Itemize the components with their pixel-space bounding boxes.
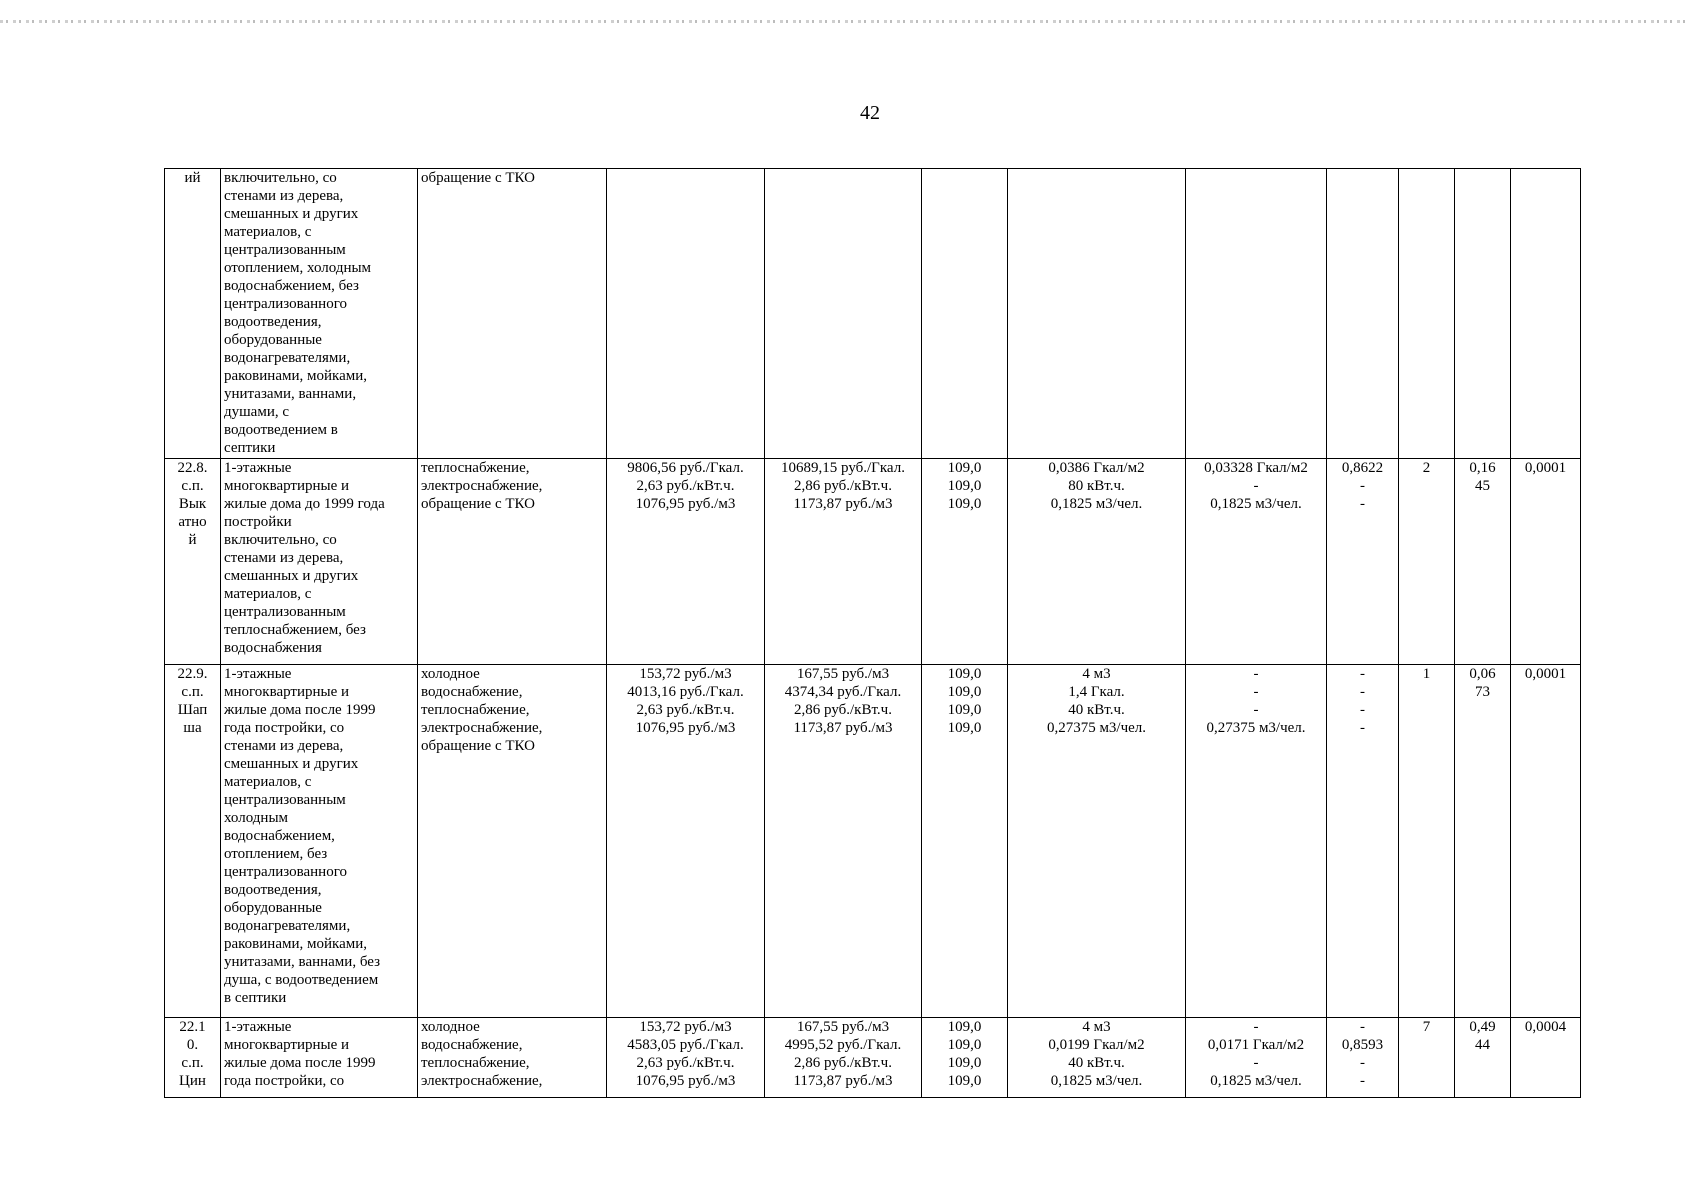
- cell-norm-adjusted: - - - 0,27375 м3/чел.: [1186, 665, 1327, 1018]
- cell-index: [922, 169, 1008, 459]
- cell-coefficient: 0,8622 - -: [1327, 459, 1399, 665]
- cell-norm-consumption: [1008, 169, 1186, 459]
- table-row: [165, 665, 1581, 1018]
- cell-description: 1-этажные многоквартирные и жилые дома после 1999 года постройки, со: [221, 1018, 418, 1098]
- cell-index: 109,0 109,0 109,0 109,0: [922, 1018, 1008, 1098]
- cell-tariff-new: 10689,15 руб./Гкал. 2,86 руб./кВт.ч. 1173,87 руб./м3: [765, 459, 922, 665]
- cell-description: 1-этажные многоквартирные и жилые дома до 1999 года постройки включительно, со стенами из дерева, смешанных и других материалов, с централизованным теплоснабжением, без водоснабжения: [221, 459, 418, 665]
- cell-index: 109,0 109,0 109,0: [922, 459, 1008, 665]
- cell-tariff-new: 167,55 руб./м3 4374,34 руб./Гкал. 2,86 руб./кВт.ч. 1173,87 руб./м3: [765, 665, 922, 1018]
- page-number: 42: [860, 102, 880, 124]
- table-row: [165, 169, 1581, 459]
- cell-norm-adjusted: 0,03328 Гкал/м2 - 0,1825 м3/чел.: [1186, 459, 1327, 665]
- tariff-table: [164, 168, 1581, 1098]
- cell-id: 22.8. с.п. Вык атно й: [165, 459, 221, 665]
- cell-norm-consumption: 0,0386 Гкал/м2 80 кВт.ч. 0,1825 м3/чел.: [1008, 459, 1186, 665]
- cell-services: холодное водоснабжение, теплоснабжение, электроснабжение,: [418, 1018, 607, 1098]
- table-row: [165, 459, 1581, 665]
- cell-services: теплоснабжение, электроснабжение, обращение с ТКО: [418, 459, 607, 665]
- cell-norm-consumption: 4 м3 1,4 Гкал. 40 кВт.ч. 0,27375 м3/чел.: [1008, 665, 1186, 1018]
- cell-count: 2: [1399, 459, 1455, 665]
- cell-tariff-new: [765, 169, 922, 459]
- cell-norm-consumption: 4 м3 0,0199 Гкал/м2 40 кВт.ч. 0,1825 м3/чел.: [1008, 1018, 1186, 1098]
- cell-share: 0,06 73: [1455, 665, 1511, 1018]
- cell-share: 0,16 45: [1455, 459, 1511, 665]
- cell-tariff-current: 9806,56 руб./Гкал. 2,63 руб./кВт.ч. 1076,95 руб./м3: [607, 459, 765, 665]
- cell-id: ий: [165, 169, 221, 459]
- table-row: [165, 1018, 1581, 1098]
- cell-total-share: [1511, 169, 1581, 459]
- cell-coefficient: - - - -: [1327, 665, 1399, 1018]
- cell-total-share: 0,0004: [1511, 1018, 1581, 1098]
- cell-total-share: 0,0001: [1511, 665, 1581, 1018]
- scan-edge-artifact: [0, 20, 1686, 23]
- cell-count: [1399, 169, 1455, 459]
- cell-id: 22.9. с.п. Шап ша: [165, 665, 221, 1018]
- cell-id: 22.1 0. с.п. Цин: [165, 1018, 221, 1098]
- cell-share: 0,49 44: [1455, 1018, 1511, 1098]
- cell-count: 1: [1399, 665, 1455, 1018]
- cell-coefficient: - 0,8593 - -: [1327, 1018, 1399, 1098]
- cell-share: [1455, 169, 1511, 459]
- cell-description: включительно, со стенами из дерева, смешанных и других материалов, с централизованным отоплением, холодным водоснабжением, без централизованного водоотведения, оборудованные водонагревателями, раковинами, мойками, унитазами, ваннами, душами, с водоотведением в септики: [221, 169, 418, 459]
- cell-coefficient: [1327, 169, 1399, 459]
- cell-services: холодное водоснабжение, теплоснабжение, электроснабжение, обращение с ТКО: [418, 665, 607, 1018]
- cell-description: 1-этажные многоквартирные и жилые дома после 1999 года постройки, со стенами из дерева, смешанных и других материалов, с централизованным холодным водоснабжением, отоплением, без централизованного водоотведения, оборудованные водонагревателями, раковинами, мойками, унитазами, ваннами, без душа, с водоотведением в септики: [221, 665, 418, 1018]
- cell-tariff-current: 153,72 руб./м3 4583,05 руб./Гкал. 2,63 руб./кВт.ч. 1076,95 руб./м3: [607, 1018, 765, 1098]
- cell-tariff-current: 153,72 руб./м3 4013,16 руб./Гкал. 2,63 руб./кВт.ч. 1076,95 руб./м3: [607, 665, 765, 1018]
- cell-tariff-new: 167,55 руб./м3 4995,52 руб./Гкал. 2,86 руб./кВт.ч. 1173,87 руб./м3: [765, 1018, 922, 1098]
- cell-norm-adjusted: [1186, 169, 1327, 459]
- cell-tariff-current: [607, 169, 765, 459]
- cell-count: 7: [1399, 1018, 1455, 1098]
- cell-index: 109,0 109,0 109,0 109,0: [922, 665, 1008, 1018]
- cell-services: обращение с ТКО: [418, 169, 607, 459]
- cell-norm-adjusted: - 0,0171 Гкал/м2 - 0,1825 м3/чел.: [1186, 1018, 1327, 1098]
- cell-total-share: 0,0001: [1511, 459, 1581, 665]
